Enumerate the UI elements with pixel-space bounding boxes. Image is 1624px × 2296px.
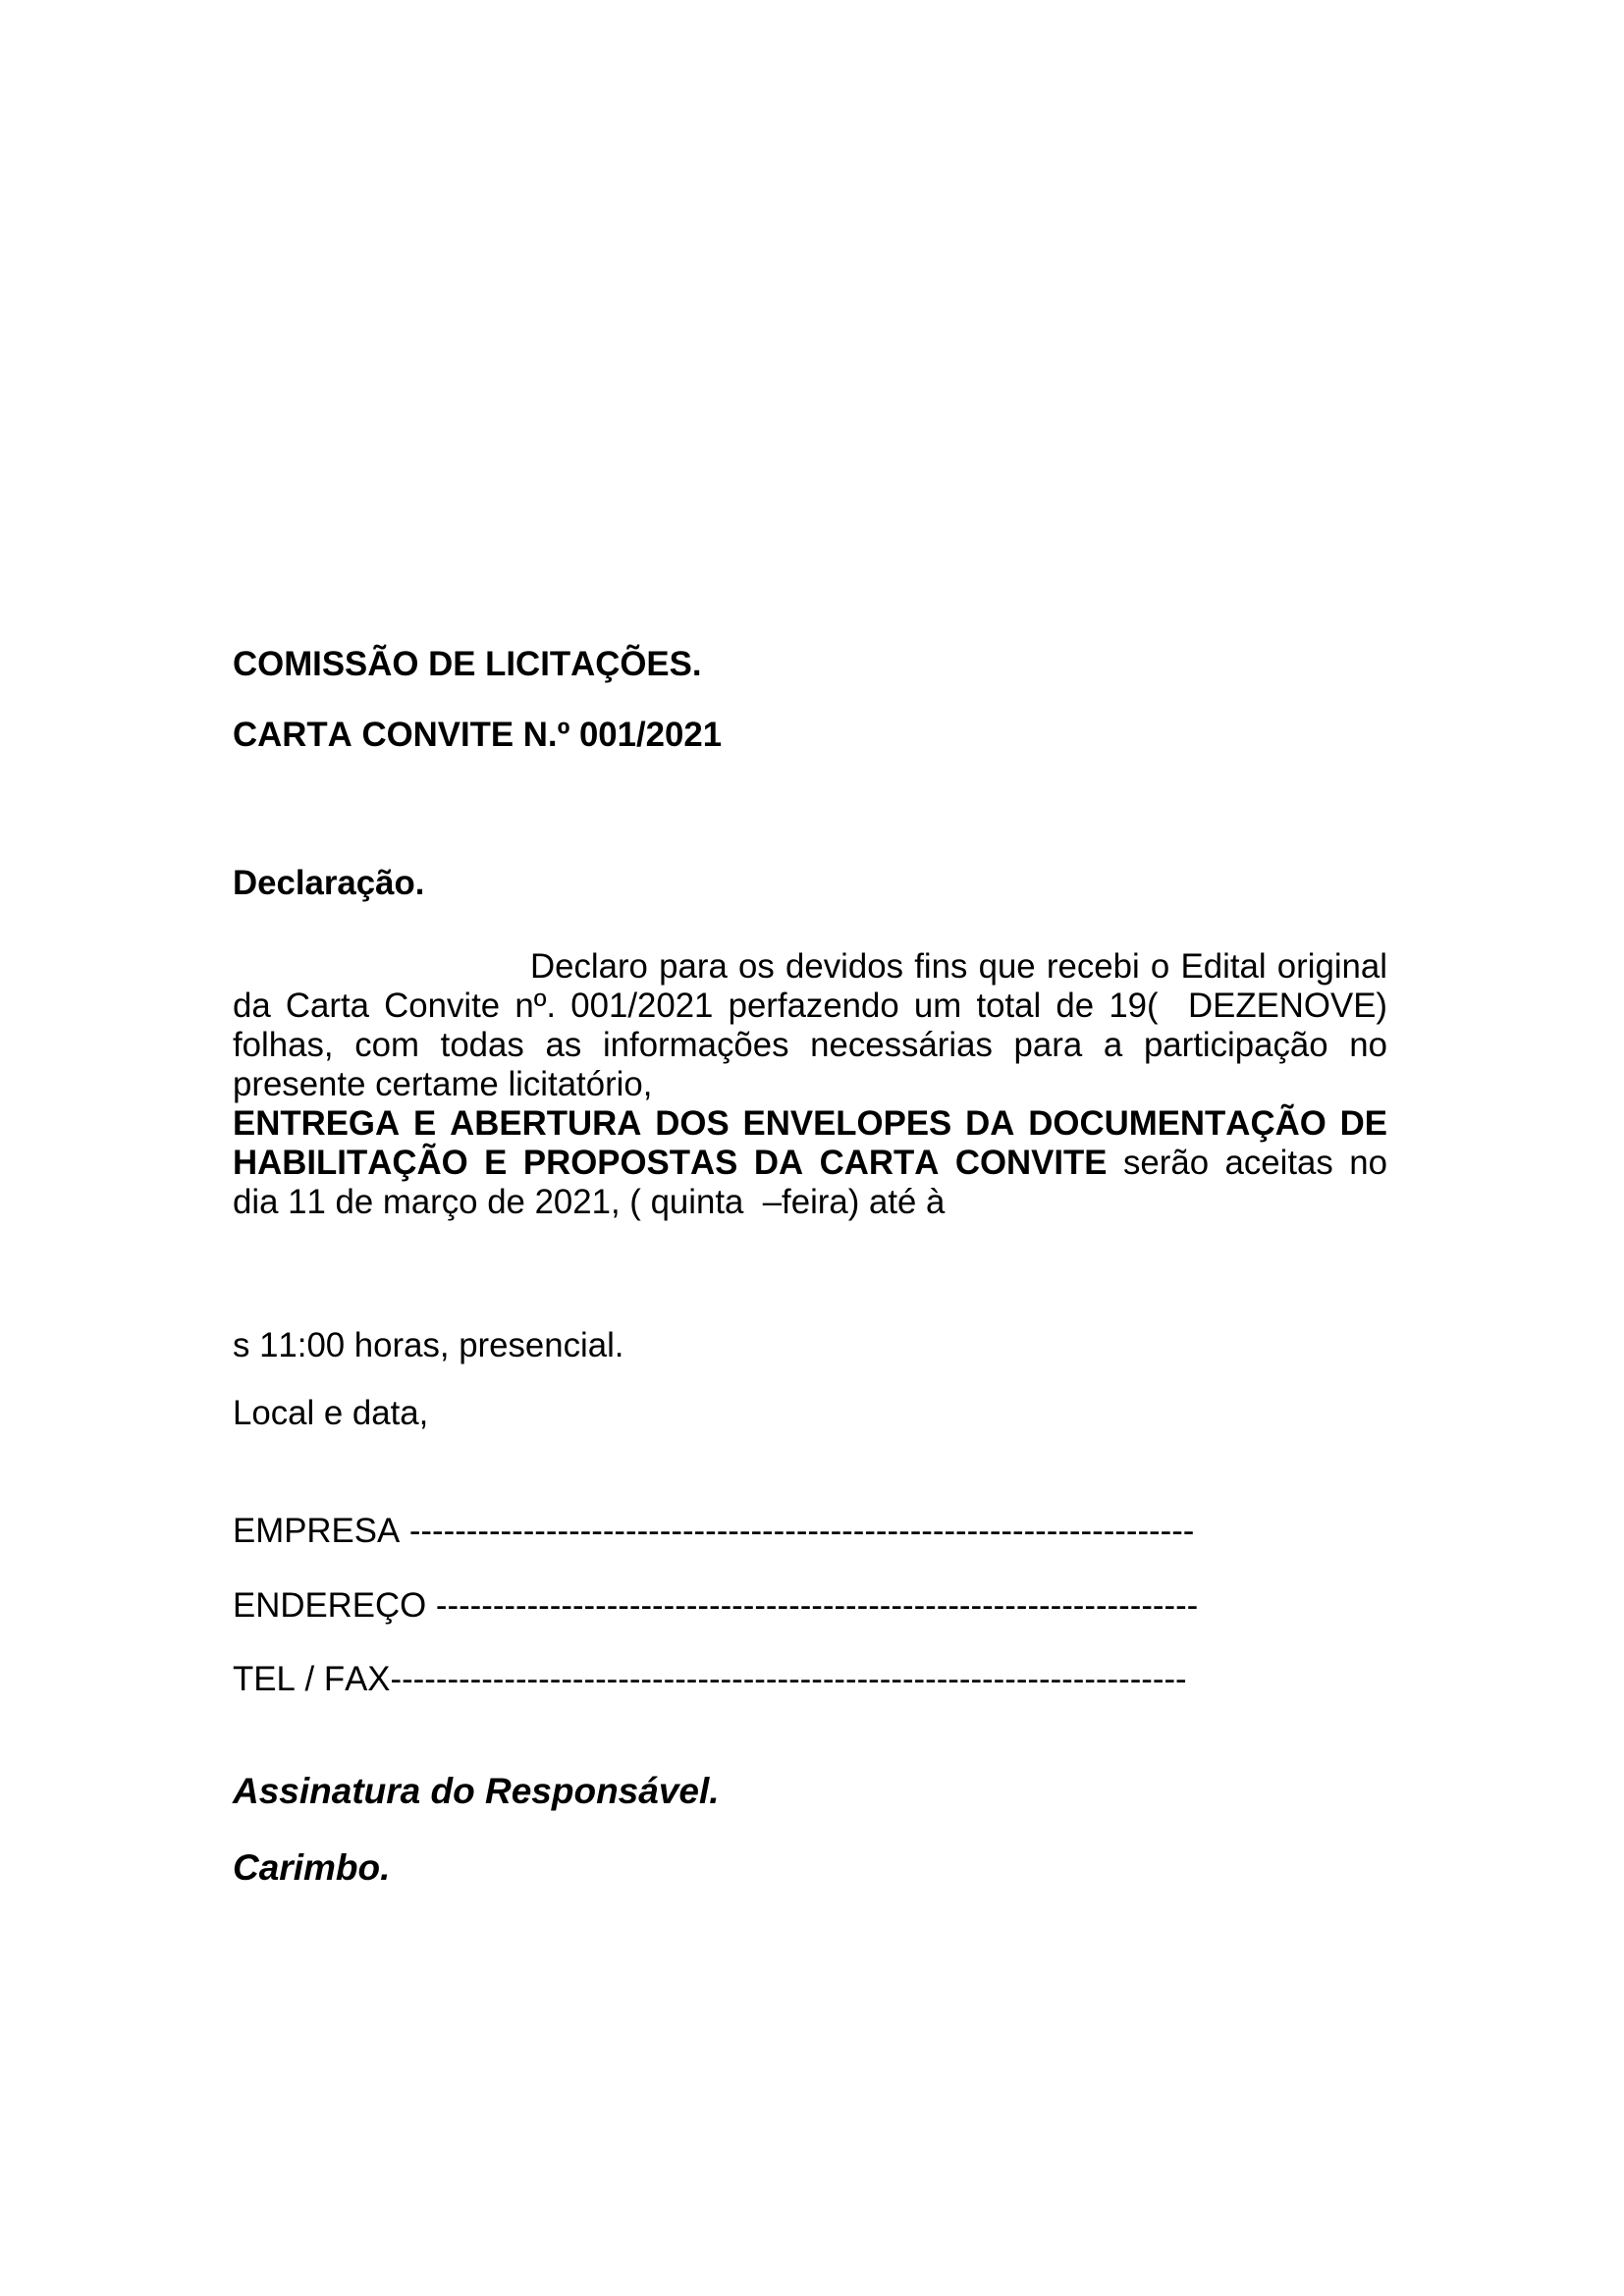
letter-number-title: CARTA CONVITE N.º 001/2021 bbox=[233, 716, 723, 754]
envelopes-delivery-text-bold: ENTREGA E ABERTURA DOS ENVELOPES DA DOCUMENTAÇÃO DE HABILITAÇÃO E PROPOSTAS DA CARTA CONVITE bbox=[233, 1104, 1387, 1182]
responsible-signature-line: Assinatura do Responsável. bbox=[233, 1771, 720, 1811]
place-and-date-line: Local e data, bbox=[233, 1394, 429, 1432]
form-line-address bbox=[233, 1586, 1387, 1626]
time-line: s 11:00 horas, presencial. bbox=[233, 1326, 624, 1364]
declaration-heading: Declaração. bbox=[233, 864, 425, 902]
address-label: ENDEREÇO bbox=[233, 1586, 436, 1625]
company-label: EMPRESA bbox=[233, 1512, 409, 1550]
form-line-company bbox=[233, 1512, 1387, 1551]
company-fill-line: --------------------------------------------------------------------- bbox=[408, 1512, 1195, 1550]
acceptance-date-text-regular: serão aceitas no dia 11 de março de 2021, ( quinta –feira) até à bbox=[233, 1144, 1387, 1221]
form-line-telfax bbox=[233, 1660, 1387, 1699]
telfax-fill-line: ---------------------------------------------------------------------- bbox=[390, 1660, 1187, 1698]
telfax-label: TEL / FAX bbox=[233, 1660, 391, 1698]
address-fill-line: ------------------------------------------------------------------- bbox=[435, 1586, 1199, 1625]
commission-title: COMISSÃO DE LICITAÇÕES. bbox=[233, 645, 702, 683]
stamp-line: Carimbo. bbox=[233, 1847, 391, 1888]
declaration-text-regular: Declaro para os devidos fins que recebi o Edital original da Carta Convite nº. 001/2021 perfazendo um total de 19( DEZENOVE) folhas, com todas as informações necessárias para a participação no presente certame licitatório, bbox=[233, 947, 1387, 1103]
declaration-paragraph bbox=[233, 947, 1387, 1222]
